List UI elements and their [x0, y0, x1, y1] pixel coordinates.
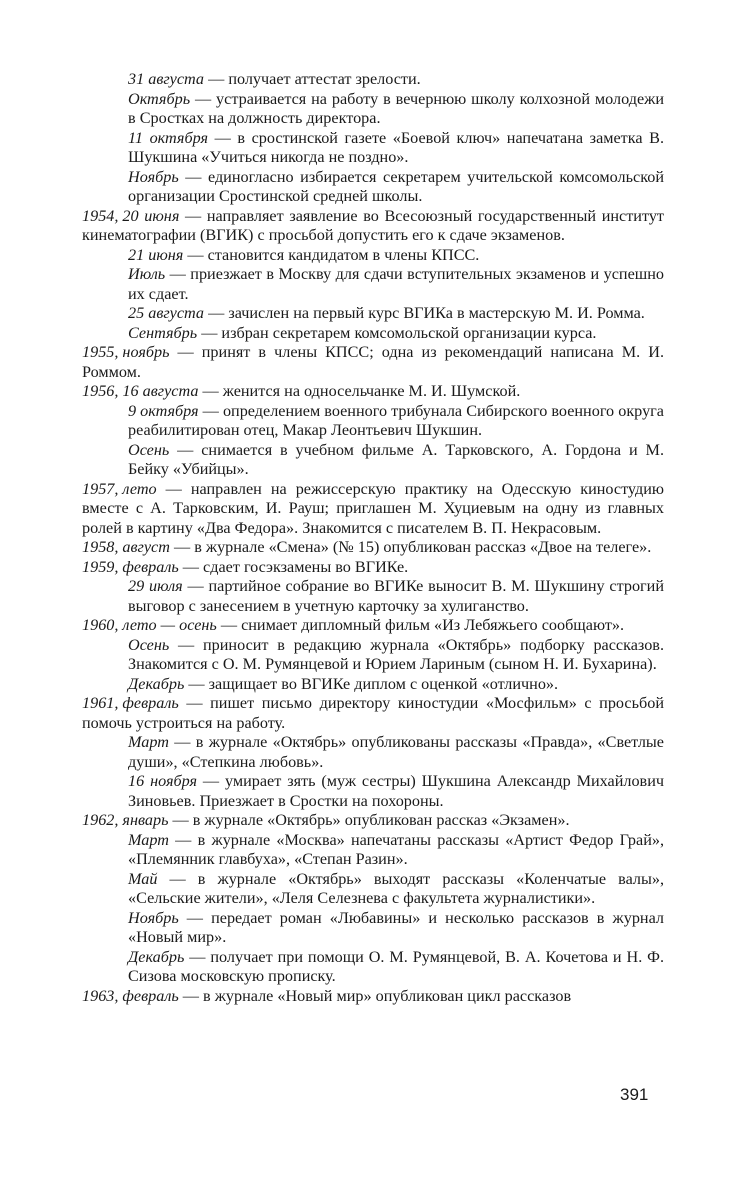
entry-text: — в журнале «Новый мир» опубликован цикл рассказов [178, 986, 572, 1005]
entry-text: — получает при помощи О. М. Румянцевой, В. А. Кочетова и Н. Ф. Сизова московскую прописку. [128, 947, 664, 985]
entry-date: Март [128, 733, 169, 751]
entry-text: — защищает во ВГИКе диплом с оценкой «отлично». [184, 674, 559, 693]
entry-text: — принят в члены КПСС; одна из рекомендаций написана М. И. Роммом. [82, 343, 664, 381]
chronicle-entry [0, 265, 664, 304]
chronicle-entry [0, 168, 664, 207]
chronicle-entry [0, 733, 664, 772]
entry-date: январь [122, 811, 169, 829]
entry-date: лето — осень [122, 616, 217, 634]
chronicle-entry [0, 616, 664, 636]
chronicle-entry [0, 129, 664, 168]
entry-year: 1955, [82, 343, 119, 361]
entry-date: 16 августа [122, 382, 199, 400]
chronicle-entry [0, 909, 664, 948]
entry-year: 1959, [82, 557, 119, 576]
entry-text: — партийное собрание во ВГИКе выносит В. М. Шукшину строгий выговор с занесением в учетную карточку за хулиганство. [128, 577, 665, 615]
entry-date: Сентябрь [128, 323, 198, 342]
entry-date: Май [128, 869, 158, 888]
entry-date: Осень [128, 440, 170, 459]
entry-text: — передает роман «Любавины» и несколько рассказов в журнал «Новый мир». [128, 908, 664, 946]
entry-date: Ноябрь [128, 167, 179, 186]
entry-text: — снимается в учебном фильме А. Тарковского, А. Гордона и М. Бейку «Убийцы». [128, 440, 664, 478]
entry-text: — приезжает в Москву для сдачи вступительных экзаменов и успешно их сдает. [128, 265, 664, 303]
entry-text: — становится кандидатом в члены КПСС. [183, 245, 480, 264]
entry-text: — в журнале «Москва» напечатаны рассказы «Артист Федор Грай», «Племянник главбуха», «Степан Разин». [128, 830, 664, 868]
entry-date: 9 октября [128, 401, 199, 420]
chronicle-entry [0, 207, 664, 246]
entry-text: — умирает зять (муж сестры) Шукшина Александр Михайлович Зиновьев. Приезжает в Сростки на похороны. [128, 772, 664, 810]
chronicle-entry [0, 811, 664, 831]
entry-year: 1956, [82, 382, 119, 400]
entry-date: ноябрь [122, 343, 170, 361]
entry-date: 29 июля [128, 577, 183, 595]
entry-date: 16 ноября [128, 772, 198, 790]
entry-text: — направлен на режиссерскую практику на Одесскую киностудию вместе с А. Тарковским, И. Рауш; приглашен М. Хуциевым на одну из главных ролей в картину «Два Федора». Знакомится с писателем В. П. Некрасовым. [82, 479, 664, 537]
chronicle-entry [0, 304, 664, 324]
chronicle-entry [0, 558, 664, 578]
entry-text: — пишет письмо директору киностудии «Мосфильм» с просьбой помочь устроиться на работу. [82, 694, 664, 732]
entry-text: — снимает дипломный фильм «Из Лебяжьего сообщают». [216, 616, 625, 634]
entry-year: 1961, [82, 694, 119, 712]
chronicle-entry [0, 577, 664, 616]
entry-text: — устраивается на работу в вечернюю школу колхозной молодежи в Сростках на должность директора. [128, 89, 664, 127]
chronicle-entry [0, 772, 664, 811]
entry-date: 21 июня [128, 245, 184, 264]
entry-year: 1954, [82, 206, 119, 225]
chronicle-entry [0, 246, 664, 266]
chronicle-entry [0, 675, 664, 695]
chronicle-entry [0, 382, 664, 402]
chronicle-entry [0, 694, 664, 733]
entry-text: — приносит в редакцию журнала «Октябрь» подборку рассказов. Знакомится с О. М. Румянцевой и Юрием Лариным (сыном Н. И. Бухарина). [128, 635, 664, 673]
entry-date: февраль [122, 694, 179, 712]
chronicle-entry [0, 70, 664, 90]
chronicle-entry [0, 538, 664, 558]
entry-date: Осень [128, 635, 170, 654]
chronicle-entry [0, 90, 664, 129]
chronicle-list [0, 70, 754, 1006]
entry-text: — в журнале «Октябрь» опубликован рассказ «Экзамен». [168, 811, 570, 829]
chronicle-entry [0, 480, 664, 539]
chronicle-entry [0, 636, 664, 675]
entry-text: — в сростинской газете «Боевой ключ» напечатана заметка В. Шукшина «Учиться никогда не поздно». [128, 128, 664, 166]
entry-date: Июль [128, 265, 166, 283]
entry-date: 25 августа [128, 304, 205, 322]
entry-year: 1960, [82, 616, 119, 634]
entry-date: август [122, 538, 170, 556]
entry-date: Декабрь [128, 674, 185, 693]
entry-text: — в журнале «Октябрь» опубликованы рассказы «Правда», «Светлые души», «Степкина любовь». [128, 733, 664, 771]
entry-year: 1958, [82, 538, 119, 556]
chronicle-entry [0, 831, 664, 870]
entry-date: 20 июня [122, 206, 180, 225]
page-number: 391 [620, 1085, 649, 1104]
entry-date: февраль [122, 986, 179, 1005]
entry-date: лето [122, 479, 157, 498]
entry-text: — единогласно избирается секретарем учительской комсомольской организации Сростинской средней школы. [128, 167, 664, 205]
chronicle-entry [0, 948, 664, 987]
chronicle-entry [0, 343, 664, 382]
entry-date: Март [128, 830, 169, 849]
entry-date: Декабрь [128, 947, 185, 966]
chronicle-entry [0, 987, 664, 1007]
entry-text: — определением военного трибунала Сибирского военного округа реабилитирован отец, Макар Леонтьевич Шукшин. [128, 401, 664, 439]
entry-date: 31 августа [128, 70, 205, 88]
entry-text: — получает аттестат зрелости. [204, 70, 421, 88]
entry-text: — направляет заявление во Всесоюзный государственный институт кинематографии (ВГИК) с просьбой допустить его к сдаче экзаменов. [82, 206, 664, 244]
chronicle-entry [0, 870, 664, 909]
entry-text: — в журнале «Смена» (№ 15) опубликован рассказ «Двое на телеге». [169, 538, 652, 556]
entry-date: 11 октября [128, 128, 208, 147]
entry-text: — женится на односельчанке М. И. Шумской. [198, 382, 521, 400]
entry-year: 1962, [82, 811, 119, 829]
entry-date: Ноябрь [128, 908, 179, 927]
entry-text: — в журнале «Октябрь» выходят рассказы «Коленчатые валы», «Сельские жители», «Леля Селезнева с факультета журналистики». [128, 869, 664, 907]
entry-text: — избран секретарем комсомольской организации курса. [197, 323, 597, 342]
entry-text: — зачислен на первый курс ВГИКа в мастерскую М. И. Ромма. [204, 304, 645, 322]
entry-text: — сдает госэкзамены во ВГИКе. [178, 557, 409, 576]
chronicle-entry [0, 441, 664, 480]
entry-date: Октябрь [128, 89, 191, 108]
entry-date: февраль [122, 557, 179, 576]
chronicle-entry [0, 324, 664, 344]
chronicle-entry [0, 402, 664, 441]
entry-year: 1963, [82, 986, 119, 1005]
entry-year: 1957, [82, 479, 119, 498]
